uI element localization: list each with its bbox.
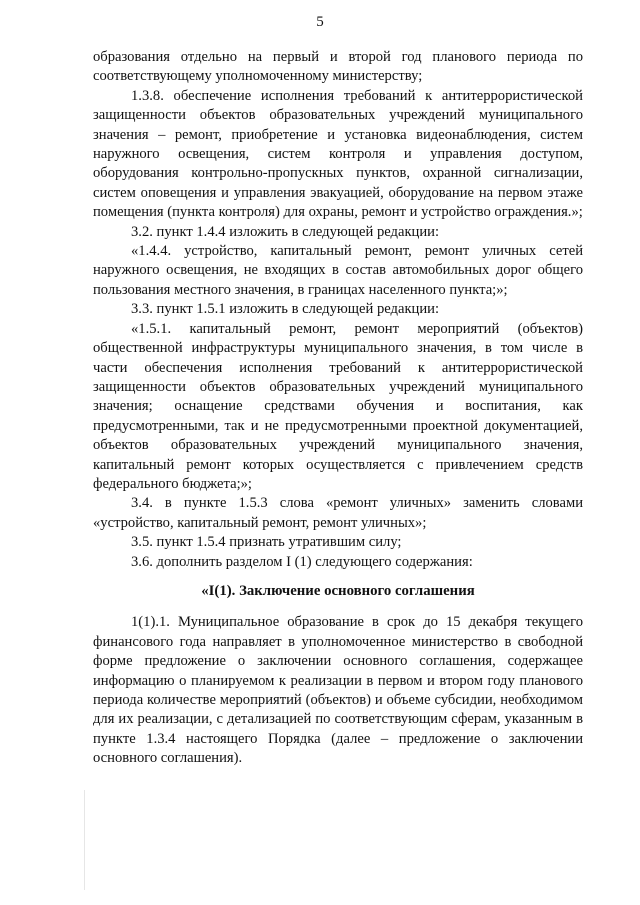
section-heading: «I(1). Заключение основного соглашения	[201, 582, 475, 599]
paragraph: 3.6. дополнить разделом I (1) следующего содержания:	[131, 553, 473, 570]
paragraph: 3.2. пункт 1.4.4 изложить в следующей редакции:	[131, 223, 440, 240]
paragraph: 3.5. пункт 1.5.4 признать утратившим силу;	[131, 534, 402, 551]
paragraph: 3.4. в пункте 1.5.3 слова «ремонт уличных» заменить словами «устройство, капитальный ремонт, ремонт уличных»;	[93, 495, 583, 531]
document-body	[93, 48, 583, 769]
paragraph: «1.5.1. капитальный ремонт, ремонт мероприятий (объектов) общественной инфраструктуры муниципального значения, в том числе в части обеспечения исполнения требований к антитеррористической защищенности объектов образовательных учреждений муниципального значения; оснащение средствами обучения и воспитания, как предусмотренными, так и не предусмотренными проектной документацией, объектов образовательных учреждений муниципального значения, капитальный ремонт которых осуществляется с привлечением средств федерального бюджета;»;	[93, 320, 583, 492]
page-number: 5	[316, 14, 324, 30]
paragraph: 3.3. пункт 1.5.1 изложить в следующей редакции:	[131, 301, 440, 318]
paragraph: 1(1).1. Муниципальное образование в срок до 15 декабря текущего финансового года направляет в уполномоченное министерство в свободной форме предложение о заключении основного соглашения, содержащее информацию о планируемом к реализации в первом и втором году планового периода количестве мероприятий (объектов) и объеме субсидии, необходимом для их реализации, с детализацией по соответствующим сферам, указанным в пункте 1.3.4 настоящего Порядка (далее – предложение о заключении основного соглашения).	[93, 614, 583, 767]
paragraph: образования отдельно на первый и второй год планового периода по соответствующему уполномоченному министерству;	[93, 49, 583, 85]
paragraph: 1.3.8. обеспечение исполнения требований к антитеррористической защищенности объектов образовательных учреждений муниципального значения – ремонт, приобретение и установка видеонаблюдения, систем наружного освещения, систем контроля и управления доступом, оборудования контрольно-пропускных пунктов, охранной сигнализации, систем оповещения и управления эвакуацией, оборудование на первом этаже помещения (пункта контроля) для охраны, ремонт и устройство ограждения.»;	[93, 87, 583, 221]
scan-edge-mark	[84, 790, 85, 890]
paragraph: «1.4.4. устройство, капитальный ремонт, ремонт уличных сетей наружного освещения, не входящих в состав автомобильных дорог общего пользования местного значения, в границах населенного пункта;»;	[93, 243, 583, 298]
